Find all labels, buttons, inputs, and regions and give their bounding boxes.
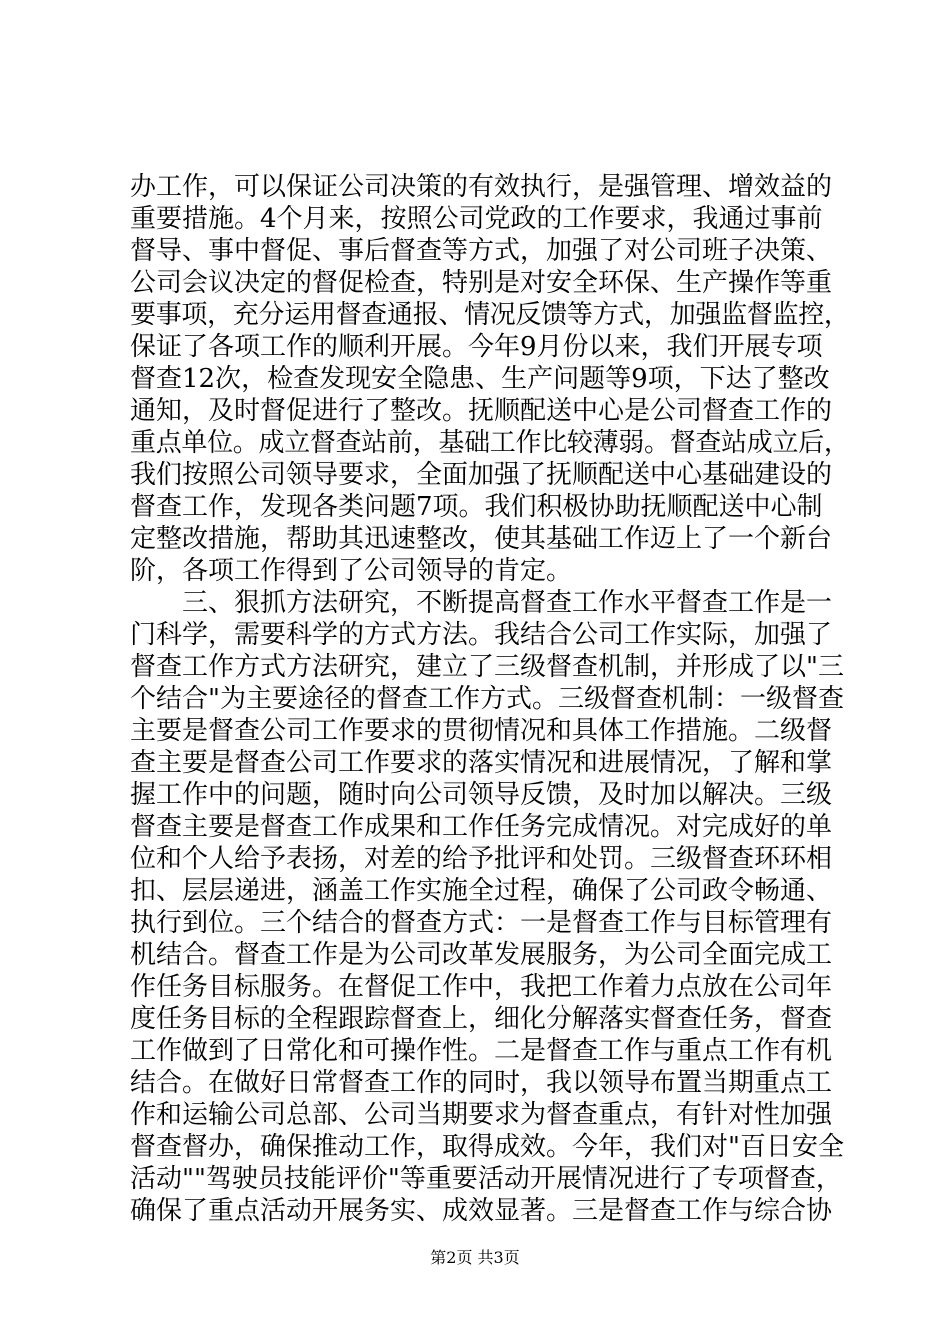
text-line: 度任务目标的全程跟踪督查上，细化分解落实督查任务，督查 <box>130 1004 833 1034</box>
text-line: 位和个人给予表扬，对差的给予批评和处罚。三级督查环环相 <box>130 844 833 874</box>
text-line: 督查主要是督查工作成果和工作任务完成情况。对完成好的单 <box>130 812 833 842</box>
text-line: 通知，及时督促进行了整改。抚顺配送中心是公司督查工作的 <box>130 396 833 426</box>
text-line: 公司会议决定的督促检查，特别是对安全环保、生产操作等重 <box>130 268 833 298</box>
text-line: 督查督办，确保推动工作，取得成效。今年，我们对"百日安全 <box>130 1132 844 1162</box>
text-line: 办工作，可以保证公司决策的有效执行，是强管理、增效益的 <box>130 172 833 202</box>
text-line: 督查工作方式方法研究，建立了三级督查机制，并形成了以"三 <box>130 652 844 682</box>
text-line: 作任务目标服务。在督促工作中，我把工作着力点放在公司年 <box>130 972 833 1002</box>
text-line: 结合。在做好日常督查工作的同时，我以领导布置当期重点工 <box>130 1068 833 1098</box>
text-line: 确保了重点活动开展务实、成效显著。三是督查工作与综合协 <box>130 1196 833 1226</box>
page-footer: 第2页 共3页 <box>430 1248 520 1267</box>
text-line: 机结合。督查工作是为公司改革发展服务，为公司全面完成工 <box>130 940 833 970</box>
text-line: 门科学，需要科学的方式方法。我结合公司工作实际，加强了 <box>130 620 833 650</box>
text-line: 定整改措施，帮助其迅速整改，使其基础工作迈上了一个新台 <box>130 524 833 554</box>
text-line: 督查工作，发现各类问题7项。我们积极协助抚顺配送中心制 <box>130 492 823 522</box>
text-line: 督查12次，检查发现安全隐患、生产问题等9项，下达了整改 <box>130 364 830 394</box>
text-line: 工作做到了日常化和可操作性。二是督查工作与重点工作有机 <box>130 1036 833 1066</box>
text-line: 三、狠抓方法研究，不断提高督查工作水平督查工作是一 <box>130 588 833 618</box>
text-line: 阶，各项工作得到了公司领导的肯定。 <box>130 556 573 586</box>
text-line: 个结合"为主要途径的督查工作方式。三级督查机制：一级督查 <box>130 684 844 714</box>
text-line: 重要措施。4个月来，按照公司党政的工作要求，我通过事前 <box>130 204 823 234</box>
text-line: 活动""驾驶员技能评价"等重要活动开展情况进行了专项督查， <box>130 1164 842 1194</box>
text-line: 扣、层层递进，涵盖工作实施全过程，确保了公司政令畅通、 <box>130 876 833 906</box>
text-line: 查主要是督查公司工作要求的落实情况和进展情况，了解和掌 <box>130 748 833 778</box>
text-line: 我们按照公司领导要求，全面加强了抚顺配送中心基础建设的 <box>130 460 833 490</box>
text-line: 督导、事中督促、事后督查等方式，加强了对公司班子决策、 <box>130 236 833 266</box>
text-line: 作和运输公司总部、公司当期要求为督查重点，有针对性加强 <box>130 1100 833 1130</box>
text-line: 重点单位。成立督查站前，基础工作比较薄弱。督查站成立后， <box>130 428 850 458</box>
text-line: 主要是督查公司工作要求的贯彻情况和具体工作措施。二级督 <box>130 716 833 746</box>
text-line: 保证了各项工作的顺利开展。今年9月份以来，我们开展专项 <box>130 332 823 362</box>
document-body <box>130 171 850 1227</box>
text-line: 要事项，充分运用督查通报、情况反馈等方式，加强监督监控， <box>130 300 850 330</box>
text-line: 执行到位。三个结合的督查方式：一是督查工作与目标管理有 <box>130 908 833 938</box>
text-line: 握工作中的问题，随时向公司领导反馈，及时加以解决。三级 <box>130 780 833 810</box>
